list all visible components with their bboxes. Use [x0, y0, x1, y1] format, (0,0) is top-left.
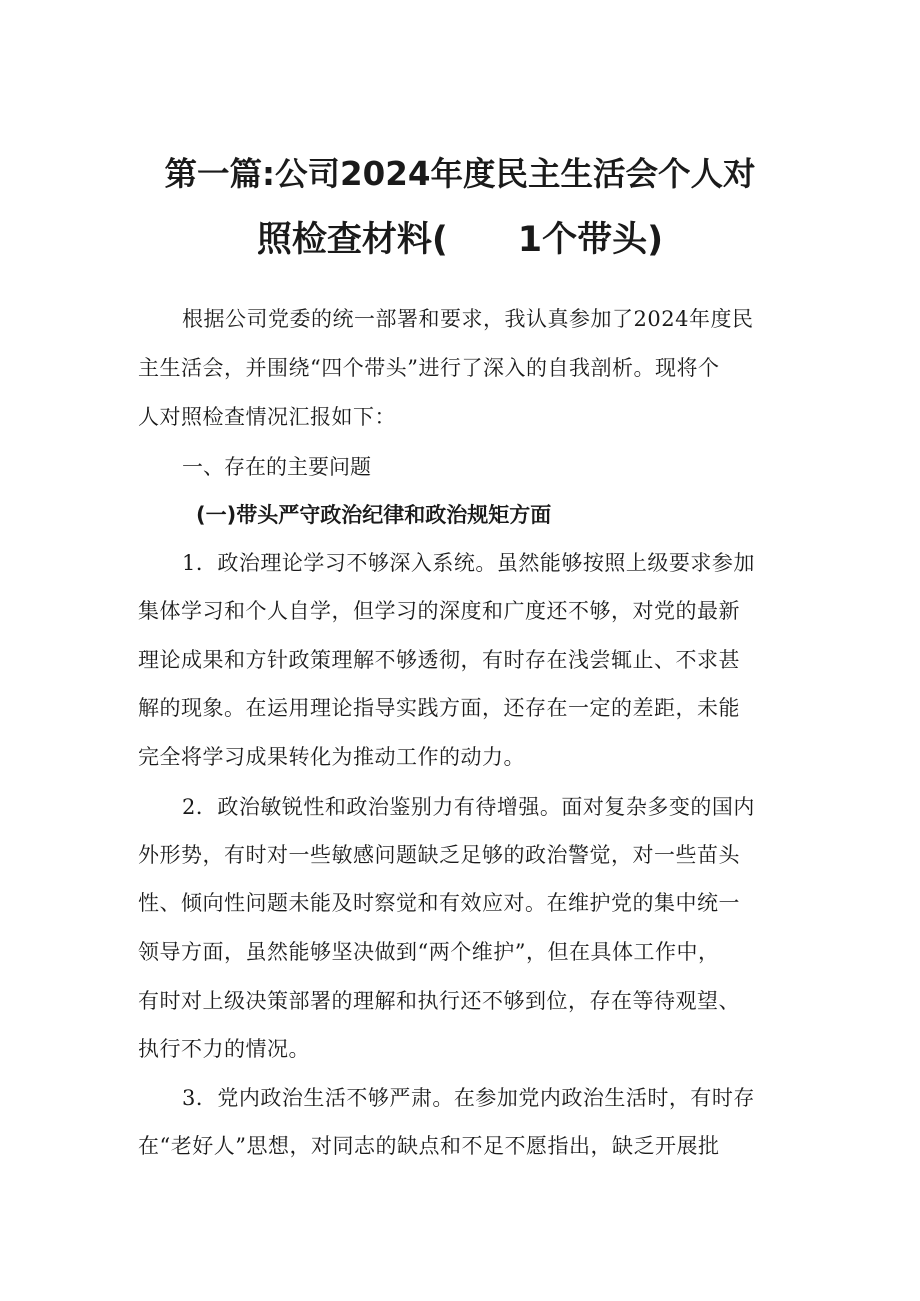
item1-line-1: 1．政治理论学习不够深入系统。虽然能够按照上级要求参加 [182, 551, 755, 575]
item1-line-4: 解的现象。在运用理论指导实践方面，还存在一定的差距，未能 [138, 696, 740, 720]
item2-line-3: 性、倾向性问题未能及时察觉和有效应对。在维护党的集中统一 [138, 891, 740, 915]
subsection-heading: (一)带头严守政治纪律和政治规矩方面 [196, 503, 552, 527]
intro-line-3: 人对照检查情况汇报如下： [138, 405, 396, 429]
item3-line-2: 在“老好人”思想，对同志的缺点和不足不愿指出，缺乏开展批 [138, 1134, 720, 1158]
item1-line-3: 理论成果和方针政策理解不够透彻，有时存在浅尝辄止、不求甚 [138, 648, 740, 672]
intro-line-2: 主生活会，并围绕“四个带头”进行了深入的自我剖析。现将个 [138, 356, 720, 380]
item2-line-1: 2．政治敏锐性和政治鉴别力有待增强。面对复杂多变的国内 [182, 795, 755, 819]
section-heading: 一、存在的主要问题 [182, 455, 371, 479]
intro-line-1: 根据公司党委的统一部署和要求，我认真参加了2024年度民 [182, 307, 754, 331]
item1-line-5: 完全将学习成果转化为推动工作的动力。 [138, 745, 525, 769]
item2-line-5: 有时对上级决策部署的理解和执行还不够到位，存在等待观望、 [138, 989, 740, 1013]
item2-line-2: 外形势，有时对一些敏感问题缺乏足够的政治警觉，对一些苗头 [138, 843, 740, 867]
document-title-line-2: 照检查材料( 1个带头) [256, 220, 664, 260]
item3-line-1: 3．党内政治生活不够严肃。在参加党内政治生活时，有时存 [182, 1086, 755, 1110]
item2-line-4: 领导方面，虽然能够坚决做到“两个维护”，但在具体工作中， [138, 940, 720, 964]
document-title-line-1: 第一篇:公司2024年度民主生活会个人对 [164, 155, 756, 193]
item1-line-2: 集体学习和个人自学，但学习的深度和广度还不够，对党的最新 [138, 599, 740, 623]
item2-line-6: 执行不力的情况。 [138, 1037, 310, 1061]
